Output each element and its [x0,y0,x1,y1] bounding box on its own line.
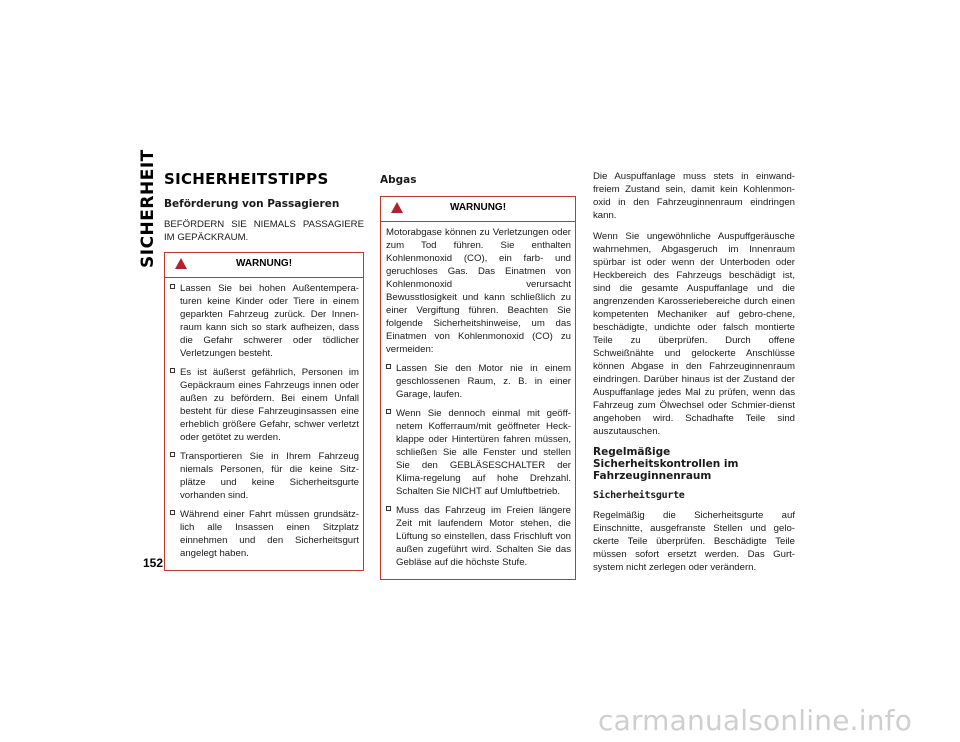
column-right [593,170,795,582]
checkbox-square-icon [386,409,391,414]
column-left [164,170,364,571]
warning-header [165,253,363,278]
checkbox-square-icon [386,506,391,511]
warning-intro: Motorabgase können zu Verletzungen oder zum Tod führen. Sie enthalten Kohlenmonoxid (CO), ein farb- und geruchloses Gas. Das Einatmen von Kohlenmonoxid verursacht Bewusstlosigkeit und kann schließlich zu einer Vergiftung führen. Beachten Sie folgende Sicherheitshinweise, um das Einatmen von Kohlenmonoxid (CO) zu vermeiden: [386,227,571,355]
checkbox-square-icon [170,284,175,289]
list-item: Lassen Sie den Motor nie in einem geschlossenen Raum, z. B. in einer Garage, laufen. [386,362,571,401]
checkbox-square-icon [386,364,391,369]
checkbox-square-icon [170,510,175,515]
paragraph-exhaust-condition: Die Auspuffanlage muss stets in einwand-freiem Zustand sein, damit kein Kohlenmon-oxid in den Fahrzeuginnenraum eindringen kann. [593,171,795,221]
page-number: 152 [143,556,164,570]
watermark: carmanualsonline.info [598,704,913,737]
column-middle [380,170,576,580]
warning-box-exhaust [380,196,576,580]
list-item: Während einer Fahrt müssen grundsätz-lich alle Insassen einen Sitzplatz einnehmen und den Sicherheitsgurt angelegt haben. [170,508,359,560]
intro-paragraph: BEFÖRDERN SIE NIEMALS PASSAGIERE IM GEPÄCKRAUM. [164,219,364,243]
list-item: Transportieren Sie in Ihrem Fahrzeug niemals Personen, für die keine Sitz-plätze und keine Sicherheitsgurte vorhanden sind. [170,450,359,502]
list-item: Lassen Sie bei hohen Außentempera-turen keine Kinder oder Tiere in einem geparkten Fahrzeug zurück. Der Innen-raum kann sich so stark aufheizen, dass die Gefahr schwerer oder tödlicher Verletzungen besteht. [170,282,359,360]
section-side-tab [138,149,158,268]
checkbox-square-icon [170,368,175,373]
list-item: Es ist äußerst gefährlich, Personen im Gepäckraum eines Fahrzeugs innen oder außen zu befördern. Bei einem Unfall besteht für diese Fahrzeuginsassen eine erheblich größere Gefahr, schwer verletzt oder getötet zu werden. [170,366,359,444]
subhead-regular-checks: Regelmäßige Sicherheitskontrollen im Fahrzeuginnenraum [593,446,739,482]
warning-box-passengers [164,252,364,571]
paragraph-seatbelts: Regelmäßig die Sicherheitsgurte auf Einschnitte, ausgefranste Stellen und gelo-ckerte Teile überprüfen. Beschädigte Teile müssen sofort ersetzt werden. Das Gurt-system nicht zerlegen oder verändern. [593,510,795,573]
section-title: SICHERHEITSTIPPS [164,170,329,188]
subhead-seatbelts: Sicherheitsgurte [593,490,685,501]
list-item: Muss das Fahrzeug im Freien längere Zeit mit laufendem Motor stehen, die Lüftung so einstellen, dass Frischluft von außen zugeführt wird. Schalten Sie das Gebläse auf die höchste Stufe. [386,504,571,569]
warning-header [381,197,575,222]
warning-title: WARNUNG! [449,202,507,213]
checkbox-square-icon [170,452,175,457]
warning-title: WARNUNG! [235,258,293,269]
list-item: Wenn Sie dennoch einmal mit geöff-netem Kofferraum/mit geöffneter Heck-klappe oder Hintertüren fahren müssen, schließen Sie alle Fenster und stellen Sie den GEBLÄSESCHALTER der Klima-regelung auf hohe Drehzahl. Schalten Sie NICHT auf Umluftbetrieb. [386,407,571,498]
paragraph-exhaust-check: Wenn Sie ungewöhnliche Auspuffgeräusche wahrnehmen, Abgasgeruch im Innenraum spürbar ist oder wenn der Unterboden oder Heckbereich des Fahrzeugs beschädigt ist, sind die gesamte Auspuffanlage und die angrenzenden Karosseriebereiche durch einen kompetenten Mechaniker auf gebro-chene, beschädigte, undichte oder falsch montierte Teile zu überprüfen. Durch offene Schweißnähte und gelockerte Anschlüsse können Abgase in den Fahrzeuginnenraum eindringen. Darüber hinaus ist der Zustand der Auspuffanlage jedes Mal zu prüfen, wenn das Fahrzeug zum Ölwechsel oder Schmier-dienst angehoben wird. Schadhafte Teile sind auszutauschen. [593,231,795,437]
subhead-passengers: Beförderung von Passagieren [164,198,340,210]
subhead-exhaust: Abgas [380,174,417,186]
side-tab-label: SICHERHEIT [138,149,158,268]
